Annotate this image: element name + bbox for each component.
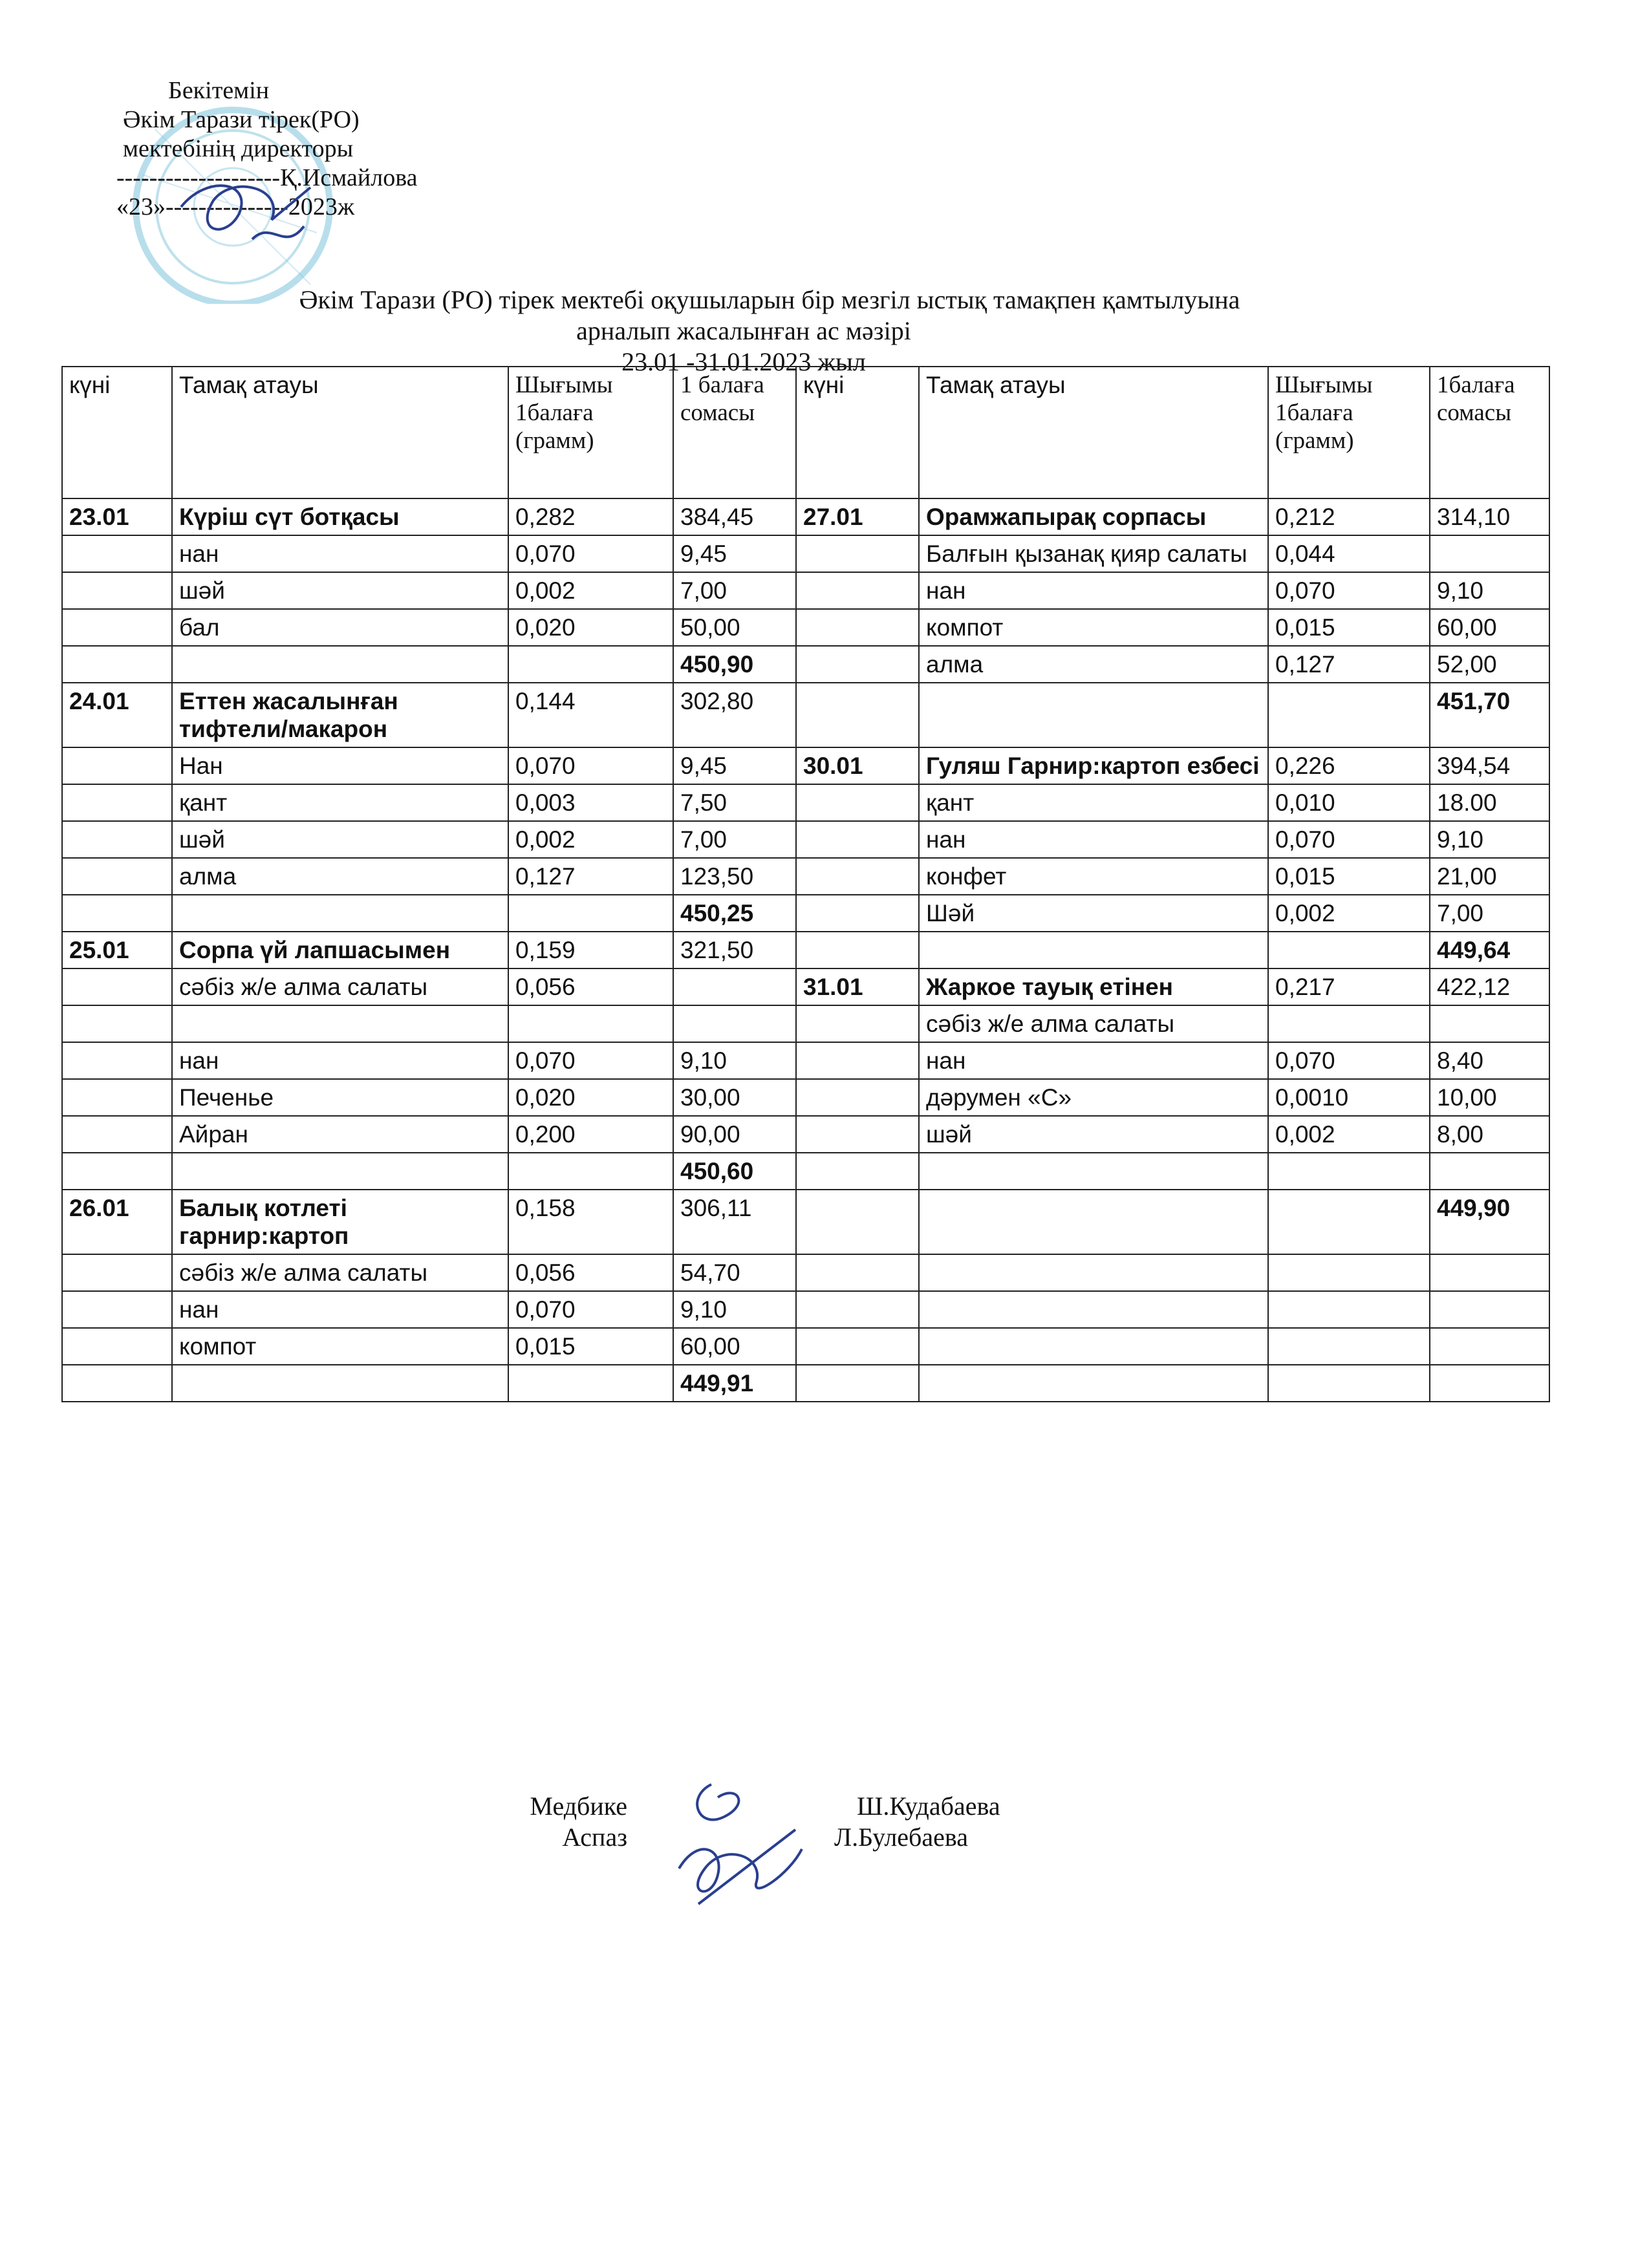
cell-day-left [62,646,172,683]
cell-cost-right: 422,12 [1430,968,1549,1005]
cell-cost-left: 306,11 [673,1190,796,1254]
document-title [65,284,1423,378]
cell-day-right: 31.01 [796,968,919,1005]
cell-output-right: 0,010 [1268,784,1430,821]
cell-dish-right: Гуляш Гарнир:картоп езбесі [919,747,1268,784]
cell-output-left: 0,200 [508,1116,673,1153]
cell-dish-right: нан [919,1042,1268,1079]
cell-cost-right: 9,10 [1430,821,1549,858]
cell-day-left: 24.01 [62,683,172,747]
cell-dish-left: бал [172,609,508,646]
cell-day-right: 27.01 [796,498,919,535]
table-row [62,1328,1549,1365]
cell-output-left [508,1365,673,1402]
cell-output-left: 0,015 [508,1328,673,1365]
cell-cost-left: 7,00 [673,572,796,609]
cell-cost-right: 9,10 [1430,572,1549,609]
cell-cost-left: 9,10 [673,1291,796,1328]
cell-day-left [62,968,172,1005]
cell-output-left: 0,002 [508,821,673,858]
cell-day-left [62,821,172,858]
cell-day-right [796,646,919,683]
table-row [62,895,1549,932]
cell-cost-right: 21,00 [1430,858,1549,895]
role-cook: Аспаз [562,1823,627,1852]
header-dish-left: Тамақ атауы [172,367,508,498]
cell-dish-right: Жаркое тауық етінен [919,968,1268,1005]
cell-output-left: 0,020 [508,609,673,646]
cell-output-right [1268,1153,1430,1190]
cell-day-left [62,1116,172,1153]
cell-day-left [62,1291,172,1328]
cell-output-right [1268,1005,1430,1042]
cell-output-right: 0,070 [1268,821,1430,858]
cell-output-right [1268,1190,1430,1254]
cell-dish-left: Сорпа үй лапшасымен [172,932,508,968]
cell-day-left: 26.01 [62,1190,172,1254]
cell-output-left: 0,070 [508,1042,673,1079]
cell-cost-left [673,968,796,1005]
approval-line-1: Бекітемін [168,77,270,104]
table-header-row [62,367,1549,498]
cell-dish-left: сәбіз ж/е алма салаты [172,1254,508,1291]
cell-cost-left [673,1005,796,1042]
cell-day-left [62,784,172,821]
cell-dish-left: компот [172,1328,508,1365]
cell-output-left: 0,158 [508,1190,673,1254]
cell-day-left: 23.01 [62,498,172,535]
cell-cost-left: 54,70 [673,1254,796,1291]
cell-dish-left: шәй [172,572,508,609]
cell-day-left [62,535,172,572]
cell-output-left: 0,056 [508,968,673,1005]
cell-output-left: 0,070 [508,1291,673,1328]
cell-day-right [796,683,919,747]
cell-dish-right [919,1291,1268,1328]
title-line-3: 23.01 -31.01.2023 жыл [621,347,866,376]
cell-day-right [796,858,919,895]
cell-day-right [796,1190,919,1254]
cell-output-left: 0,020 [508,1079,673,1116]
cell-day-right [796,535,919,572]
cell-dish-right [919,683,1268,747]
cell-cost-left: 321,50 [673,932,796,968]
cell-dish-right: нан [919,572,1268,609]
cell-output-right [1268,1328,1430,1365]
cell-dish-right: қант [919,784,1268,821]
table-row [62,1079,1549,1116]
cell-dish-left: Еттен жасалынған тифтели/макарон [172,683,508,747]
cell-day-left [62,609,172,646]
cell-output-right: 0,002 [1268,1116,1430,1153]
table-row [62,1042,1549,1079]
cell-dish-left: Күріш сүт ботқасы [172,498,508,535]
approval-line-4: --------------------Қ.Исмайлова [116,164,418,191]
cell-output-right [1268,1291,1430,1328]
title-line-2: арналып жасалынған ас мәзірі [576,316,911,345]
cell-day-left [62,1328,172,1365]
table-row [62,1005,1549,1042]
cell-day-right [796,1042,919,1079]
cell-cost-left: 450,60 [673,1153,796,1190]
cell-cost-right: 449,64 [1430,932,1549,968]
menu-table [61,366,1550,1402]
cell-dish-left: сәбіз ж/е алма салаты [172,968,508,1005]
cell-output-left: 0,159 [508,932,673,968]
cell-cost-right: 314,10 [1430,498,1549,535]
cell-cost-right: 449,90 [1430,1190,1549,1254]
cell-dish-right: алма [919,646,1268,683]
cell-day-right [796,1328,919,1365]
cell-output-right [1268,1254,1430,1291]
cell-cost-right [1430,1153,1549,1190]
cell-dish-right: нан [919,821,1268,858]
table-row [62,1116,1549,1153]
cell-output-right: 0,212 [1268,498,1430,535]
cell-cost-left: 9,45 [673,535,796,572]
cell-output-left: 0,002 [508,572,673,609]
cell-output-left [508,646,673,683]
cell-output-left: 0,127 [508,858,673,895]
cell-day-left [62,1153,172,1190]
cell-output-left: 0,070 [508,747,673,784]
cell-day-left: 25.01 [62,932,172,968]
cell-dish-left: шәй [172,821,508,858]
cell-day-right [796,895,919,932]
approval-line-5: «23»---------------2023ж [116,193,355,220]
cell-cost-left: 90,00 [673,1116,796,1153]
cell-day-right [796,1153,919,1190]
cell-day-right [796,784,919,821]
header-cost-right: 1балаға сомасы [1430,367,1549,498]
cell-day-left [62,747,172,784]
cell-cost-left: 30,00 [673,1079,796,1116]
table-row [62,932,1549,968]
table-row [62,1365,1549,1402]
cell-cost-left: 60,00 [673,1328,796,1365]
cell-cost-left: 50,00 [673,609,796,646]
cell-cost-right: 394,54 [1430,747,1549,784]
cell-cost-left: 384,45 [673,498,796,535]
cell-dish-left: Печенье [172,1079,508,1116]
cell-day-right [796,1254,919,1291]
cell-cost-right: 18.00 [1430,784,1549,821]
cell-dish-left: Балық котлеті гарнир:картоп [172,1190,508,1254]
cell-output-left: 0,056 [508,1254,673,1291]
approval-line-3: мектебінің директоры [123,135,354,162]
cell-cost-right: 52,00 [1430,646,1549,683]
cell-day-right [796,1116,919,1153]
cell-cost-right [1430,535,1549,572]
cell-cost-left: 9,45 [673,747,796,784]
cell-output-left [508,895,673,932]
cell-output-right: 0,0010 [1268,1079,1430,1116]
cell-dish-left [172,1153,508,1190]
cell-day-left [62,895,172,932]
cell-dish-right [919,1254,1268,1291]
cell-dish-left: нан [172,535,508,572]
name-cook: Л.Булебаева [834,1823,969,1852]
cell-dish-right [919,1153,1268,1190]
cell-cost-right [1430,1005,1549,1042]
cell-cost-left: 450,25 [673,895,796,932]
cell-output-left [508,1153,673,1190]
cell-dish-left: нан [172,1291,508,1328]
table-row [62,646,1549,683]
cell-dish-left: Айран [172,1116,508,1153]
cell-output-right: 0,217 [1268,968,1430,1005]
cell-day-left [62,1365,172,1402]
cell-dish-right: компот [919,609,1268,646]
cell-day-right [796,1005,919,1042]
cell-day-left [62,1005,172,1042]
table-row [62,784,1549,821]
cell-dish-right: Орамжапырақ сорпасы [919,498,1268,535]
cell-cost-left: 9,10 [673,1042,796,1079]
name-nurse: Ш.Кудабаева [857,1792,1000,1821]
cell-dish-left: нан [172,1042,508,1079]
cell-dish-left [172,1005,508,1042]
cell-cost-right: 60,00 [1430,609,1549,646]
cell-day-left [62,1254,172,1291]
cell-output-left: 0,070 [508,535,673,572]
cell-day-right [796,1079,919,1116]
cell-day-right [796,932,919,968]
cell-output-right: 0,070 [1268,1042,1430,1079]
cell-dish-left [172,1365,508,1402]
cell-output-left: 0,003 [508,784,673,821]
cell-dish-right: шәй [919,1116,1268,1153]
header-output-left: Шығымы 1балаға (грамм) [508,367,673,498]
cell-day-left [62,858,172,895]
staff-signature [660,1771,828,1914]
cell-cost-right: 8,00 [1430,1116,1549,1153]
cell-dish-right: дәрумен «С» [919,1079,1268,1116]
cell-cost-left: 302,80 [673,683,796,747]
cell-cost-left: 7,00 [673,821,796,858]
table-row [62,858,1549,895]
header-cost-left: 1 балаға сомасы [673,367,796,498]
cell-day-right [796,821,919,858]
cell-day-left [62,572,172,609]
cell-day-right: 30.01 [796,747,919,784]
cell-dish-right [919,932,1268,968]
cell-cost-left: 450,90 [673,646,796,683]
cell-cost-left: 449,91 [673,1365,796,1402]
cell-dish-right [919,1328,1268,1365]
role-nurse: Медбике [530,1792,627,1821]
header-day-left: күні [62,367,172,498]
cell-output-left [508,1005,673,1042]
table-row [62,572,1549,609]
table-row [62,498,1549,535]
cell-output-right: 0,044 [1268,535,1430,572]
cell-cost-right: 10,00 [1430,1079,1549,1116]
cell-output-right [1268,1365,1430,1402]
cell-day-left [62,1079,172,1116]
title-line-1: Әкім Тарази (РО) тірек мектебі оқушыларын бір мезгіл ыстық тамақпен қамтылуына [299,285,1240,314]
cell-cost-right: 8,40 [1430,1042,1549,1079]
cell-cost-right: 7,00 [1430,895,1549,932]
cell-output-right: 0,002 [1268,895,1430,932]
cell-day-right [796,1365,919,1402]
cell-output-left: 0,282 [508,498,673,535]
cell-dish-right: сәбіз ж/е алма салаты [919,1005,1268,1042]
table-row [62,821,1549,858]
cell-day-right [796,572,919,609]
header-dish-right: Тамақ атауы [919,367,1268,498]
header-day-right: күні [796,367,919,498]
cell-dish-left: Нан [172,747,508,784]
cell-dish-right [919,1190,1268,1254]
cell-day-right [796,609,919,646]
table-row [62,747,1549,784]
cell-output-right: 0,015 [1268,858,1430,895]
table-row [62,1190,1549,1254]
cell-cost-right: 451,70 [1430,683,1549,747]
table-row [62,1153,1549,1190]
table-row [62,683,1549,747]
header-output-right: Шығымы 1балаға (грамм) [1268,367,1430,498]
table-row [62,1254,1549,1291]
cell-output-right: 0,127 [1268,646,1430,683]
cell-output-right [1268,932,1430,968]
cell-output-right: 0,226 [1268,747,1430,784]
cell-dish-right: Балғын қызанақ қияр салаты [919,535,1268,572]
cell-day-left [62,1042,172,1079]
cell-dish-left: қант [172,784,508,821]
table-row [62,968,1549,1005]
cell-output-right [1268,683,1430,747]
cell-dish-left: алма [172,858,508,895]
cell-dish-left [172,895,508,932]
table-row [62,1291,1549,1328]
approval-line-2: Әкім Тарази тірек(РО) [123,106,360,133]
cell-cost-right [1430,1365,1549,1402]
cell-dish-right [919,1365,1268,1402]
cell-cost-left: 7,50 [673,784,796,821]
cell-cost-right [1430,1291,1549,1328]
cell-dish-right: Шәй [919,895,1268,932]
cell-cost-right [1430,1328,1549,1365]
cell-day-right [796,1291,919,1328]
cell-output-right: 0,070 [1268,572,1430,609]
director-signature [155,162,349,259]
cell-output-left: 0,144 [508,683,673,747]
table-row [62,535,1549,572]
cell-cost-right [1430,1254,1549,1291]
cell-dish-right: конфет [919,858,1268,895]
table-row [62,609,1549,646]
cell-output-right: 0,015 [1268,609,1430,646]
cell-dish-left [172,646,508,683]
cell-cost-left: 123,50 [673,858,796,895]
